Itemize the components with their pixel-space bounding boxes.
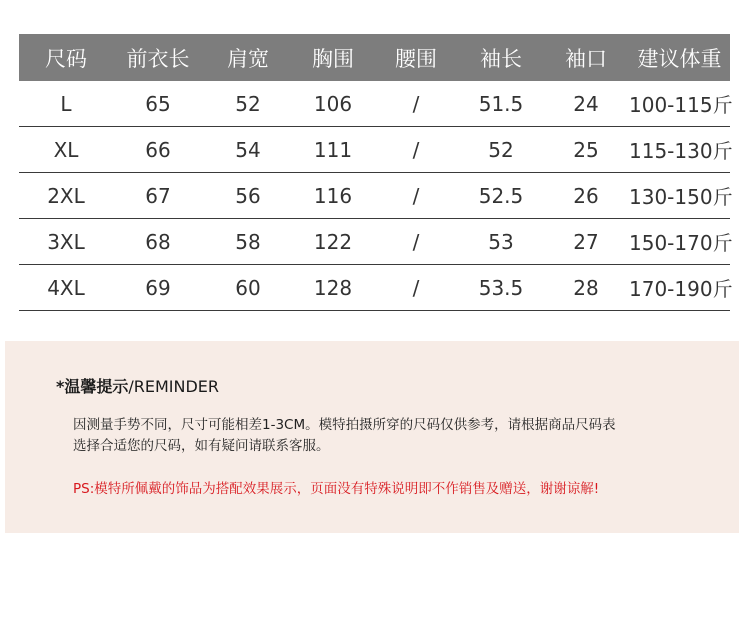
- cell-size: 2XL: [47, 183, 85, 208]
- header-shoulder: 肩宽: [227, 46, 269, 71]
- cell-front-length: 67: [145, 183, 171, 208]
- cell-size: 3XL: [47, 229, 85, 254]
- table-row: [19, 219, 733, 265]
- cell-cuff: 26: [573, 183, 599, 208]
- reminder-body: [73, 415, 693, 457]
- cell-shoulder: 56: [235, 183, 261, 208]
- reminder-title-en: /REMINDER: [128, 377, 220, 396]
- cell-shoulder: 52: [235, 91, 261, 116]
- cell-waist: /: [412, 137, 420, 162]
- header-size: 尺码: [45, 46, 87, 71]
- header-suggested-weight: 建议体重: [637, 46, 722, 71]
- cell-sleeve-length: 53: [488, 229, 514, 254]
- cell-cuff: 27: [573, 229, 599, 254]
- cell-suggested-weight: 130-150斤: [629, 185, 733, 209]
- cell-shoulder: 58: [235, 229, 261, 254]
- cell-size: L: [60, 91, 72, 116]
- cell-chest: 111: [313, 137, 353, 162]
- cell-sleeve-length: 51.5: [478, 91, 524, 116]
- header-front-length: 前衣长: [126, 46, 190, 71]
- cell-size: 4XL: [47, 275, 85, 300]
- cell-chest: 128: [313, 275, 353, 300]
- cell-cuff: 28: [573, 275, 599, 300]
- reminder-body-line2: 选择合适您的尺码，如有疑问请联系客服。: [73, 438, 330, 454]
- size-table: [19, 34, 733, 311]
- cell-suggested-weight: 170-190斤: [629, 277, 733, 301]
- header-cuff: 袖口: [565, 46, 607, 71]
- cell-chest: 106: [313, 91, 353, 116]
- table-header: [19, 34, 730, 81]
- cell-waist: /: [412, 183, 420, 208]
- reminder-panel: [5, 341, 739, 533]
- cell-suggested-weight: 150-170斤: [629, 231, 733, 255]
- table-row: [19, 173, 733, 219]
- reminder-ps-note: PS:模特所佩戴的饰品为搭配效果展示，页面没有特殊说明即不作销售及赠送，谢谢谅解!: [73, 481, 600, 497]
- header-waist: 腰围: [395, 46, 437, 71]
- cell-chest: 122: [313, 229, 353, 254]
- cell-sleeve-length: 52.5: [478, 183, 524, 208]
- cell-suggested-weight: 100-115斤: [629, 93, 733, 117]
- cell-shoulder: 54: [235, 137, 261, 162]
- cell-waist: /: [412, 229, 420, 254]
- header-chest: 胸围: [312, 46, 354, 71]
- table-row: [19, 265, 733, 311]
- cell-sleeve-length: 53.5: [478, 275, 524, 300]
- cell-front-length: 66: [145, 137, 171, 162]
- table-row: [19, 127, 733, 173]
- header-sleeve-length: 袖长: [480, 46, 522, 71]
- cell-waist: /: [412, 275, 420, 300]
- cell-sleeve-length: 52: [488, 137, 514, 162]
- cell-chest: 116: [313, 183, 353, 208]
- reminder-title: [56, 374, 219, 397]
- reminder-body-line1: 因测量手势不同，尺寸可能相差1-3CM。模特拍摄所穿的尺码仅供参考，请根据商品尺码表: [73, 417, 616, 433]
- cell-cuff: 25: [573, 137, 599, 162]
- cell-suggested-weight: 115-130斤: [629, 139, 733, 163]
- cell-front-length: 65: [145, 91, 171, 116]
- cell-size: XL: [53, 137, 79, 162]
- cell-front-length: 69: [145, 275, 171, 300]
- cell-waist: /: [412, 91, 420, 116]
- cell-cuff: 24: [573, 91, 599, 116]
- cell-front-length: 68: [145, 229, 171, 254]
- table-row: [19, 81, 733, 127]
- cell-shoulder: 60: [235, 275, 261, 300]
- reminder-title-cn: *温馨提示: [56, 377, 129, 396]
